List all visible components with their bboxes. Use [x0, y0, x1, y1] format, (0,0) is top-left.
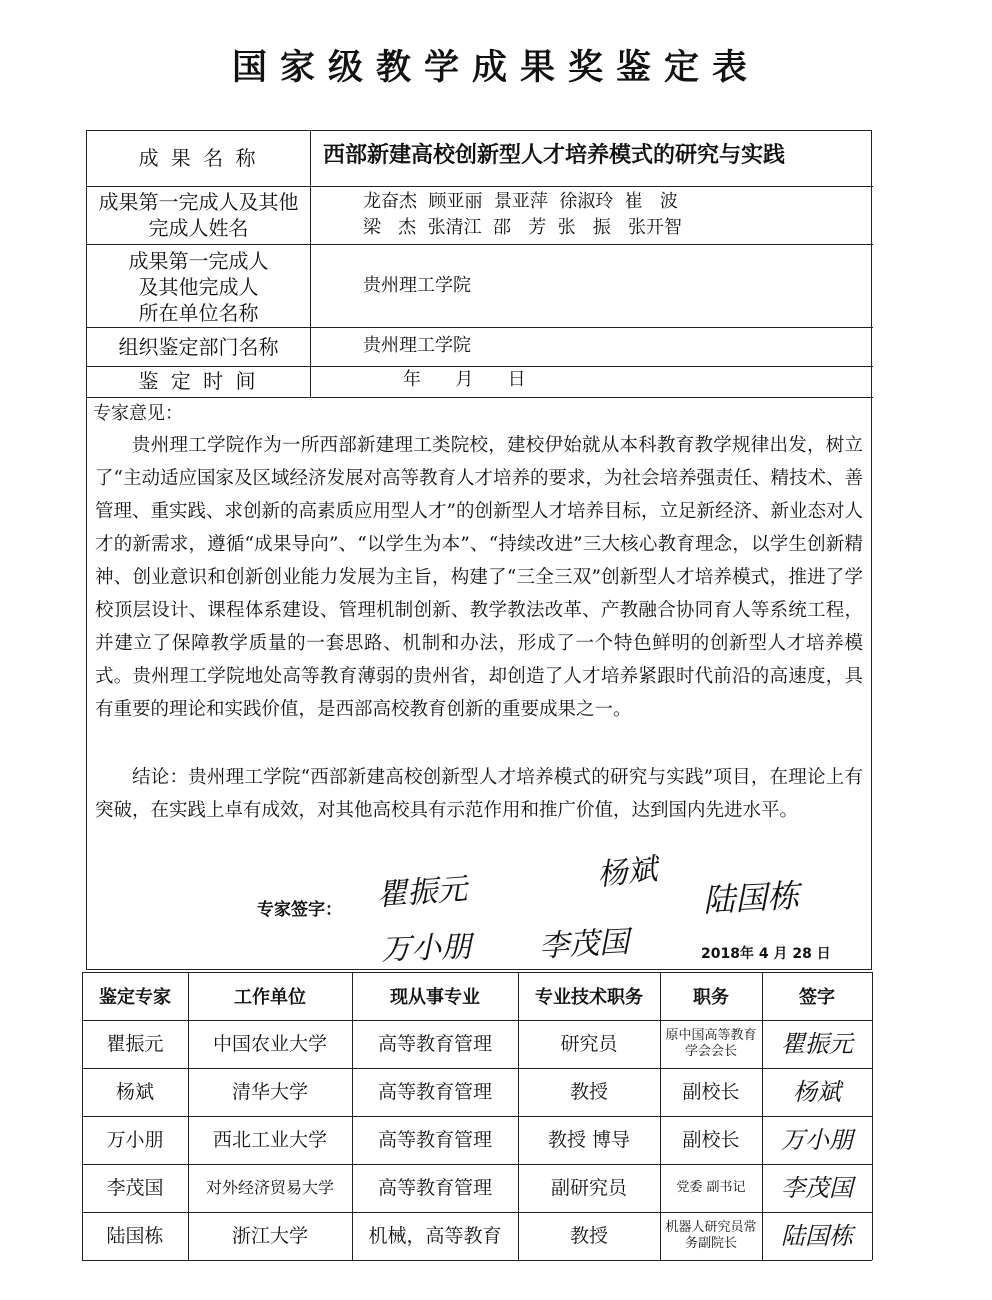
- opinion-paragraph-2: 结论：贵州理工学院“西部新建高校创新型人才培养模式的研究与实践”项目，在理论上有突破，在实践上卓有成效，对其他高校具有示范作用和推广价值，达到国内先进水平。: [95, 767, 863, 821]
- header-unit: 工作单位: [234, 987, 306, 1008]
- expert-field-cell: 高等教育管理: [377, 1176, 492, 1199]
- form-frame: [86, 130, 872, 970]
- unit-label-1: 成果第一完成人: [128, 249, 269, 273]
- expert-name-cell: 李茂国: [106, 1176, 164, 1199]
- expert-post-cell: 副校长: [682, 1080, 740, 1103]
- expert-unit-cell: 中国农业大学: [212, 1032, 327, 1055]
- people-line-1: 龙奋杰 顾亚丽 景亚萍 徐淑玲 崔 波: [363, 191, 678, 212]
- expert-post-cell: 机器人研究员常务副院长: [665, 1220, 757, 1251]
- expert-field-cell: 高等教育管理: [377, 1080, 492, 1103]
- expert-unit-cell: 清华大学: [231, 1080, 308, 1103]
- signature-li: 李茂国: [538, 924, 631, 965]
- header-field: 现从事专业: [390, 987, 480, 1008]
- sign-date: 2018年 4 月 28 日: [701, 946, 831, 962]
- expert-post-cell: 副校长: [682, 1128, 740, 1151]
- expert-sign-cell: 李茂国: [781, 1173, 853, 1202]
- page-title: 国家级教学成果奖鉴定表: [231, 48, 760, 88]
- name-label: 成 果 名 称: [138, 146, 259, 170]
- signature-qu: 瞿振元: [376, 871, 469, 914]
- unit-label-3: 所在单位名称: [138, 301, 259, 325]
- sign-label: 专家签字：: [257, 900, 342, 920]
- expert-title-cell: 研究员: [560, 1032, 618, 1055]
- expert-title-cell: 教授: [569, 1080, 608, 1103]
- expert-post-cell: 党委 副书记: [676, 1180, 746, 1196]
- people-label-2: 完成人姓名: [148, 216, 249, 240]
- expert-name-cell: 陆国栋: [106, 1224, 164, 1247]
- signature-lu: 陆国栋: [702, 876, 801, 920]
- unit-label-2: 及其他完成人: [138, 275, 259, 299]
- expert-sign-cell: 陆国栋: [781, 1221, 853, 1250]
- expert-unit-cell: 对外经济贸易大学: [205, 1178, 334, 1198]
- expert-name-cell: 杨斌: [115, 1080, 154, 1103]
- expert-sign-cell: 杨斌: [793, 1077, 841, 1106]
- expert-title-cell: 教授: [569, 1224, 608, 1247]
- time-label: 鉴 定 时 间: [138, 369, 259, 393]
- org-value: 贵州理工学院: [363, 335, 471, 356]
- expert-unit-cell: 浙江大学: [231, 1224, 308, 1247]
- header-sign: 签字: [799, 987, 835, 1008]
- expert-field-cell: 高等教育管理: [377, 1032, 492, 1055]
- expert-table: [82, 972, 872, 1260]
- expert-title-cell: 教授 博导: [547, 1128, 631, 1151]
- expert-sign-cell: 万小朋: [781, 1125, 853, 1154]
- header-post: 职务: [693, 987, 729, 1008]
- signature-wan: 万小朋: [380, 929, 472, 968]
- name-value: 西部新建高校创新型人才培养模式的研究与实践: [323, 143, 786, 168]
- expert-title-cell: 副研究员: [550, 1176, 627, 1199]
- expert-field-cell: 机械，高等教育: [368, 1224, 502, 1247]
- header-title: 专业技术职务: [535, 987, 643, 1008]
- time-value: 年 月 日: [403, 369, 526, 390]
- people-line-2: 梁 杰 张清江 邵 芳 张 振 张开智: [363, 217, 682, 238]
- opinion-label: 专家意见：: [93, 403, 183, 424]
- expert-sign-cell: 瞿振元: [781, 1029, 853, 1058]
- expert-unit-cell: 西北工业大学: [212, 1128, 327, 1151]
- unit-value: 贵州理工学院: [363, 275, 471, 296]
- expert-name-cell: 瞿振元: [106, 1032, 164, 1055]
- signature-yang: 杨斌: [595, 851, 660, 894]
- opinion-paragraph-1: 贵州理工学院作为一所西部新建理工类院校，建校伊始就从本科教育教学规律出发，树立了“主动适应国家及区域经济发展对高等教育人才培养的要求，为社会培养强责任、精技术、善管理、重实践、求创新的高素质应用型人才”的创新型人才培养目标，立足新经济、新业态对人才的新需求，遵循“成果导向”、“以学生为本”、“持续改进”三大核心教育理念，以学生创新精神、创业意识和创新创业能力发展为主旨，构建了“三全三双”创新型人才培养模式，推进了学校顶层设计、课程体系建设、管理机制创新、教学教法改革、产教融合协同育人等系统工程，并建立了保障教学质量的一套思路、机制和办法，形成了一个特色鲜明的创新型人才培养模式。贵州理工学院地处高等教育薄弱的贵州省，却创造了人才培养紧跟时代前沿的高速度，具有重要的理论和实践价值，是西部高校教育创新的重要成果之一。: [95, 435, 863, 720]
- header-expert: 鉴定专家: [99, 987, 171, 1008]
- expert-name-cell: 万小朋: [106, 1128, 164, 1151]
- org-label: 组织鉴定部门名称: [118, 335, 279, 359]
- people-label-1: 成果第一完成人及其他: [98, 190, 299, 214]
- expert-post-cell: 原中国高等教育学会会长: [665, 1028, 757, 1059]
- expert-field-cell: 高等教育管理: [377, 1128, 492, 1151]
